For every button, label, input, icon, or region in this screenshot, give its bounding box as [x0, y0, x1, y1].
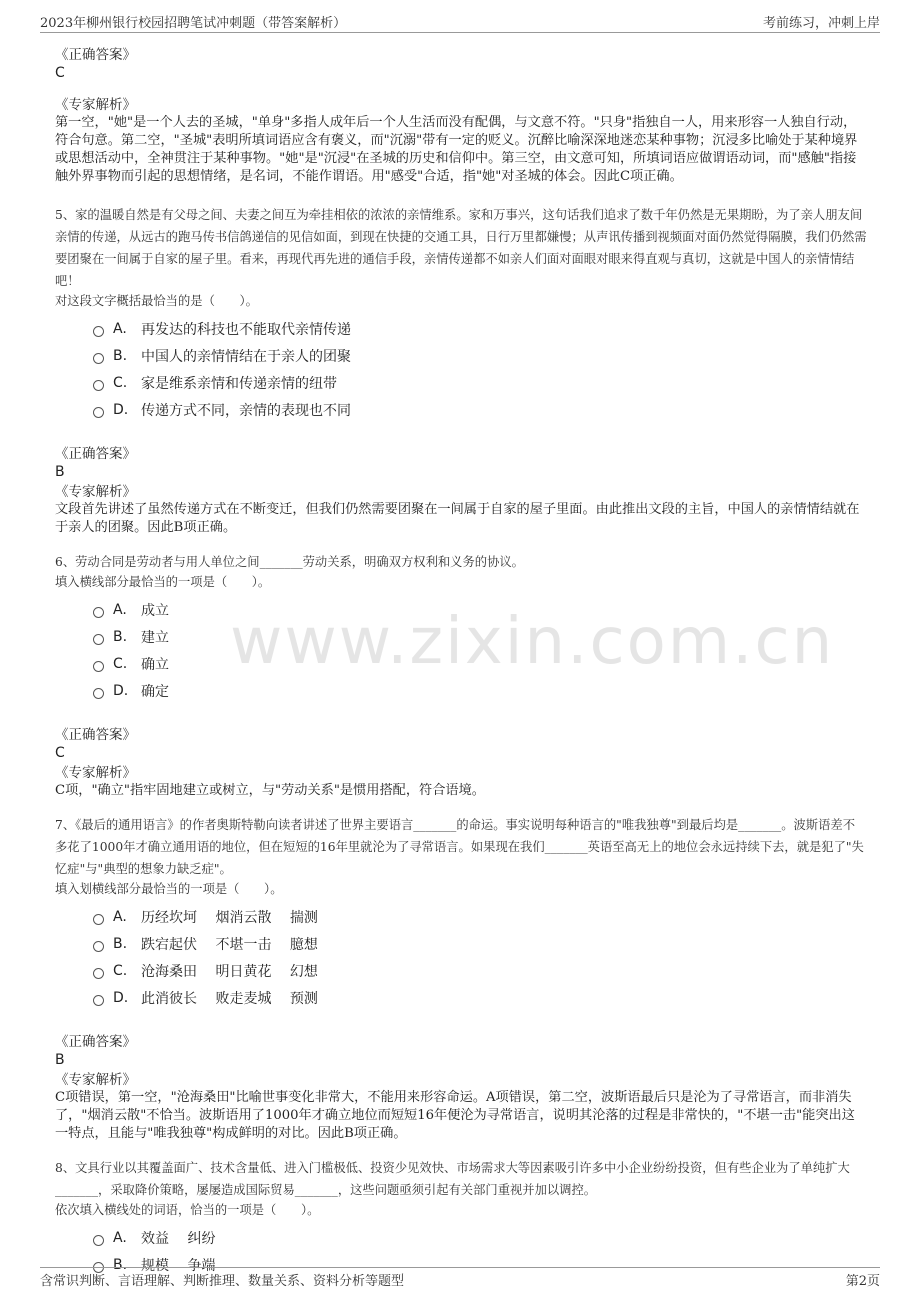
radio-icon[interactable]	[93, 661, 104, 672]
analysis-text: C项错误，第一空，"沧海桑田"比喻世事变化非常大，不能用来形容命运。A项错误，第二空，波斯语最后只是沦为了寻常语言，而非消失了，"烟消云散"不恰当。波斯语用了1000年才确立地位而短短16年便沦为寻常语言，说明其沦落的过程是非常快的，"不堪一击"能突出这一特点，且能与"唯我独尊"构成鲜明的对比。因此B项正确。	[55, 1090, 855, 1141]
question-7	[55, 814, 867, 1143]
answer-value: C	[55, 745, 65, 761]
radio-icon[interactable]	[93, 914, 104, 925]
question-prompt: 填入划横线部分最恰当的一项是（ ）。	[55, 882, 283, 896]
option-b[interactable]: B. 规模 争端	[93, 1251, 867, 1278]
page-content	[55, 46, 867, 1278]
option-a[interactable]: A. 效益 纠纷	[93, 1224, 867, 1251]
analysis-label: 《专家解析》	[55, 97, 136, 113]
radio-icon[interactable]	[93, 995, 104, 1006]
radio-icon[interactable]	[93, 1235, 104, 1246]
radio-icon[interactable]	[93, 941, 104, 952]
option-b[interactable]: B. 中国人的亲情情结在于亲人的团聚	[93, 342, 867, 369]
question-stem: 5、家的温暖自然是有父母之间、夫妻之间互为牵挂相依的浓浓的亲情维系。家和万事兴，这句话我们追求了数千年仍然是无果期盼，为了亲人朋友间亲情的传递，从远古的跑马传书信鸽递信的见信如面，到现在快捷的交通工具，日行万里都嫌慢；从声讯传播到视频面对面仍然觉得隔膜，我们仍然需要团聚在一间属于自家的屋子里。看来，再现代再先进的通信手段，亲情传递都不如亲人们面对面眼对眼来得直观与真切，这就是中国人的亲情情结吧！	[55, 208, 867, 288]
option-a[interactable]: A. 历经坎坷 烟消云散 揣测	[93, 903, 867, 930]
radio-icon[interactable]	[93, 634, 104, 645]
option-a[interactable]: A. 成立	[93, 596, 867, 623]
answer-value: C	[55, 65, 65, 81]
radio-icon[interactable]	[93, 407, 104, 418]
analysis-text: 文段首先讲述了虽然传递方式在不断变迁，但我们仍然需要团聚在一间属于自家的屋子里面。由此推出文段的主旨，中国人的亲情情结就在于亲人的团聚。因此B项正确。	[55, 502, 860, 535]
page-number: 第2页	[845, 1273, 880, 1289]
analysis-text: C项，"确立"指牢固地建立或树立，与"劳动关系"是惯用搭配，符合语境。	[55, 783, 485, 798]
question-stem: 8、文具行业以其覆盖面广、技术含量低、进入门槛极低、投资少见效快、市场需求大等因素吸引许多中小企业纷纷投资，但有些企业为了单纯扩大_______，采取降价策略，屡屡造成国际贸易_______，这些问题亟须引起有关部门重视并加以调控。	[55, 1161, 850, 1197]
radio-icon[interactable]	[93, 380, 104, 391]
question-prompt: 填入横线部分最恰当的一项是（ ）。	[55, 575, 271, 589]
answer-label: 《正确答案》	[55, 47, 136, 63]
answer-label: 《正确答案》	[55, 446, 136, 462]
answer-value: B	[55, 1052, 65, 1068]
answer-label: 《正确答案》	[55, 727, 136, 743]
radio-icon[interactable]	[93, 688, 104, 699]
footer-note: 含常识判断、言语理解、判断推理、数量关系、资料分析等题型	[40, 1273, 405, 1289]
option-c[interactable]: C. 家是维系亲情和传递亲情的纽带	[93, 369, 867, 396]
option-b[interactable]: B. 建立	[93, 623, 867, 650]
question-stem: 7、《最后的通用语言》的作者奥斯特勒向读者讲述了世界主要语言_______的命运。事实说明每种语言的"唯我独尊"到最后均是_______。波斯语差不多花了1000年才确立通用语的地位，但在短短的16年里就沦为了寻常语言。如果现在我们_______英语至高无上的地位会永远持续下去，就是犯了"失忆症"与"典型的想象力缺乏症"。	[55, 818, 864, 876]
analysis-text: 第一空，"她"是一个人去的圣城，"单身"多指人成年后一个人生活而没有配偶，与文意不符。"只身"指独自一人，用来形容一人独自行动，符合句意。第二空，"圣城"表明所填词语应含有褒义，而"沉溺"带有一定的贬义。沉醉比喻深深地迷恋某种事物；沉浸多比喻处于某种境界或思想活动中，全神贯注于某种事物。"她"是"沉浸"在圣城的历史和信仰中。第三空，由文意可知，所填词语应做谓语动词，而"感触"指接触外界事物而引起的思想情绪，是名词，不能作谓语。用"感受"合适，指"她"对圣城的体会。因此C项正确。	[55, 115, 858, 184]
watermark: www.zixin.com.cn	[230, 605, 835, 679]
answer-label: 《正确答案》	[55, 1034, 136, 1050]
analysis-label: 《专家解析》	[55, 765, 136, 781]
question-8	[55, 1157, 867, 1278]
radio-icon[interactable]	[93, 353, 104, 364]
page-header	[40, 10, 880, 33]
page-footer	[40, 1267, 880, 1290]
question-prompt: 依次填入横线处的词语，恰当的一项是（ ）。	[55, 1203, 320, 1217]
radio-icon[interactable]	[93, 326, 104, 337]
radio-icon[interactable]	[93, 607, 104, 618]
option-d[interactable]: D. 确定	[93, 677, 867, 704]
analysis-label: 《专家解析》	[55, 484, 136, 500]
option-d[interactable]: D. 此消彼长 败走麦城 预测	[93, 984, 867, 1011]
option-d[interactable]: D. 传递方式不同，亲情的表现也不同	[93, 396, 867, 423]
question-stem: 6、劳动合同是劳动者与用人单位之间_______劳动关系，明确双方权利和义务的协议。	[55, 555, 524, 569]
radio-icon[interactable]	[93, 968, 104, 979]
answer-value: B	[55, 464, 65, 480]
option-b[interactable]: B. 跌宕起伏 不堪一击 臆想	[93, 930, 867, 957]
option-c[interactable]: C. 确立	[93, 650, 867, 677]
header-slogan: 考前练习，冲刺上岸	[762, 15, 880, 31]
header-title: 2023年柳州银行校园招聘笔试冲刺题（带答案解析）	[40, 15, 347, 31]
question-5	[55, 204, 867, 537]
analysis-label: 《专家解析》	[55, 1072, 136, 1088]
option-c[interactable]: C. 沧海桑田 明日黄花 幻想	[93, 957, 867, 984]
question-6	[55, 551, 867, 800]
question-prompt: 对这段文字概括最恰当的是（ ）。	[55, 294, 258, 308]
option-a[interactable]: A. 再发达的科技也不能取代亲情传递	[93, 315, 867, 342]
